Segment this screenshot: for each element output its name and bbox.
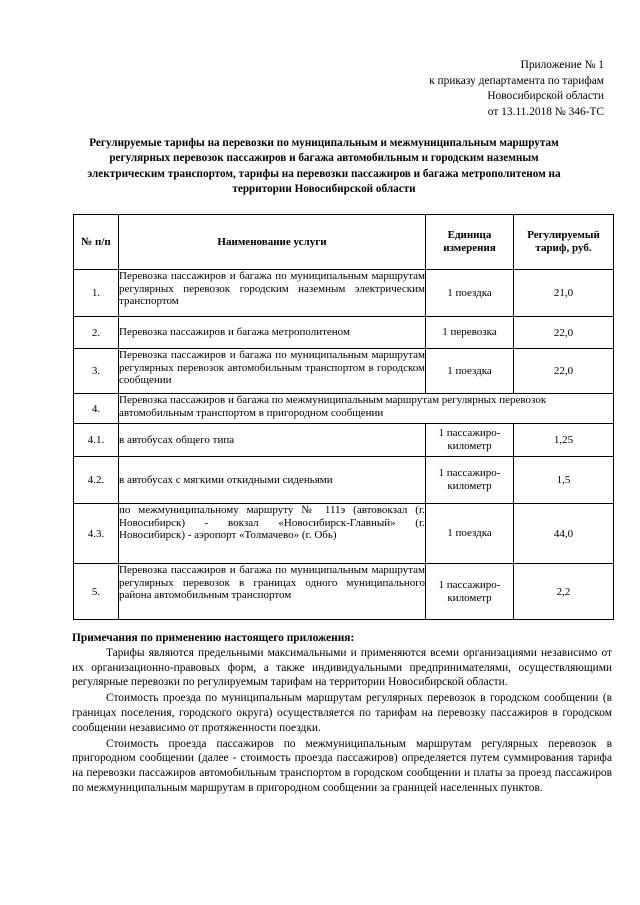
- row-unit: 1 пассажиро-километр: [426, 564, 514, 620]
- row-unit: 1 перевозка: [426, 317, 514, 349]
- appendix-number: Приложение № 1: [520, 59, 604, 71]
- notes-paragraph: Стоимость проезда пассажиров по межмуниципальным маршрутам регулярных перевозок в пригородном сообщении (далее - стоимость проезда пассажиров) определяется путем суммирования тарифа на перевозки пассажиров автомобильным транспортом в городском сообщении и платы за проезд пассажиров по межмуниципальным маршрутам в пригородном сообщении за границей населенных пунктов.: [72, 737, 612, 794]
- row-service: Перевозка пассажиров и багажа метрополитеном: [119, 317, 426, 349]
- table-row: [74, 349, 614, 394]
- table-row: [74, 504, 614, 564]
- table-row: [74, 317, 614, 349]
- document-title: Регулируемые тарифы на перевозки по муниципальным и межмуниципальным маршрутам регулярных перевозок пассажиров и багажа автомобильным и городским наземным электрическим транспортом, тарифы на перевозки пассажиров и багажа метрополитеном на территории Новосибирской области: [87, 137, 561, 195]
- table-row: [74, 457, 614, 504]
- appendix-order-ref: к приказу департамента по тарифам: [429, 74, 604, 87]
- col-header-num: № п/п: [74, 215, 119, 270]
- row-num: 5.: [74, 564, 119, 620]
- appendix-date: от 13.11.2018 № 346-ТС: [487, 105, 604, 118]
- row-tariff: 1,5: [514, 457, 614, 504]
- row-service: в автобусах общего типа: [119, 424, 426, 457]
- row-service: Перевозка пассажиров и багажа по муниципальным маршрутам регулярных перевозок городским наземным электрическим транспортом: [119, 270, 426, 317]
- col-header-service: Наименование услуги: [119, 215, 426, 270]
- row-unit: 1 пассажиро-километр: [426, 424, 514, 457]
- col-header-tariff: Регулируемый тариф, руб.: [514, 215, 614, 270]
- row-num: 2.: [74, 317, 119, 349]
- row-service: в автобусах с мягкими откидными сиденьями: [119, 457, 426, 504]
- row-num: 4.: [74, 394, 119, 424]
- row-unit: 1 поездка: [426, 270, 514, 317]
- table-header-row: [74, 215, 614, 270]
- notes-paragraph: Тарифы являются предельными максимальными и применяются всеми организациями независимо от их организационно-правовых форм, а также индивидуальными предпринимателями, осуществляющими регулярные перевозки по регулируемым тарифам на территории Новосибирской области.: [72, 646, 612, 689]
- row-num: 3.: [74, 349, 119, 394]
- row-unit: 1 поездка: [426, 504, 514, 564]
- row-service: Перевозка пассажиров и багажа по межмуниципальным маршрутам регулярных перевозок автомобильным транспортом в пригородном сообщении: [119, 394, 614, 424]
- row-num: 4.2.: [74, 457, 119, 504]
- row-unit: 1 поездка: [426, 349, 514, 394]
- row-tariff: 22,0: [514, 317, 614, 349]
- row-tariff: 1,25: [514, 424, 614, 457]
- table-row: [74, 564, 614, 620]
- row-unit: 1 пассажиро-километр: [426, 457, 514, 504]
- row-service: по межмуниципальному маршруту № 111э (автовокзал (г. Новосибирск) - вокзал «Новосибирск-Главный» (г. Новосибирск) - аэропорт «Толмачево» (г. Обь): [119, 504, 426, 564]
- table-row: [74, 270, 614, 317]
- notes-paragraph: Стоимость проезда по муниципальным маршрутам регулярных перевозок в городском сообщении (в границах поселения, городского округа) осуществляется по тарифам на перевозку пассажиров в городском сообщении независимо от протяженности поездки.: [72, 692, 612, 734]
- appendix-header: [284, 58, 604, 120]
- row-num: 1.: [74, 270, 119, 317]
- row-tariff: 2,2: [514, 564, 614, 620]
- appendix-region: Новосибирской области: [487, 90, 604, 102]
- row-tariff: 21,0: [514, 270, 614, 317]
- row-num: 4.3.: [74, 504, 119, 564]
- col-header-unit: Единица измерения: [426, 215, 514, 270]
- notes-heading: Примечания по применению настоящего приложения:: [72, 632, 355, 644]
- row-tariff: 22,0: [514, 349, 614, 394]
- tariff-table: [73, 214, 614, 620]
- row-service: Перевозка пассажиров и багажа по муниципальным маршрутам регулярных перевозок автомобильным транспортом в городском сообщении: [119, 349, 426, 394]
- table-row: [74, 424, 614, 457]
- row-tariff: 44,0: [514, 504, 614, 564]
- row-num: 4.1.: [74, 424, 119, 457]
- table-row: [74, 394, 614, 424]
- notes-section: [72, 631, 612, 796]
- row-service: Перевозка пассажиров и багажа по муниципальным маршрутам регулярных перевозок в границах одного муниципального района автомобильным транспортом: [119, 564, 426, 620]
